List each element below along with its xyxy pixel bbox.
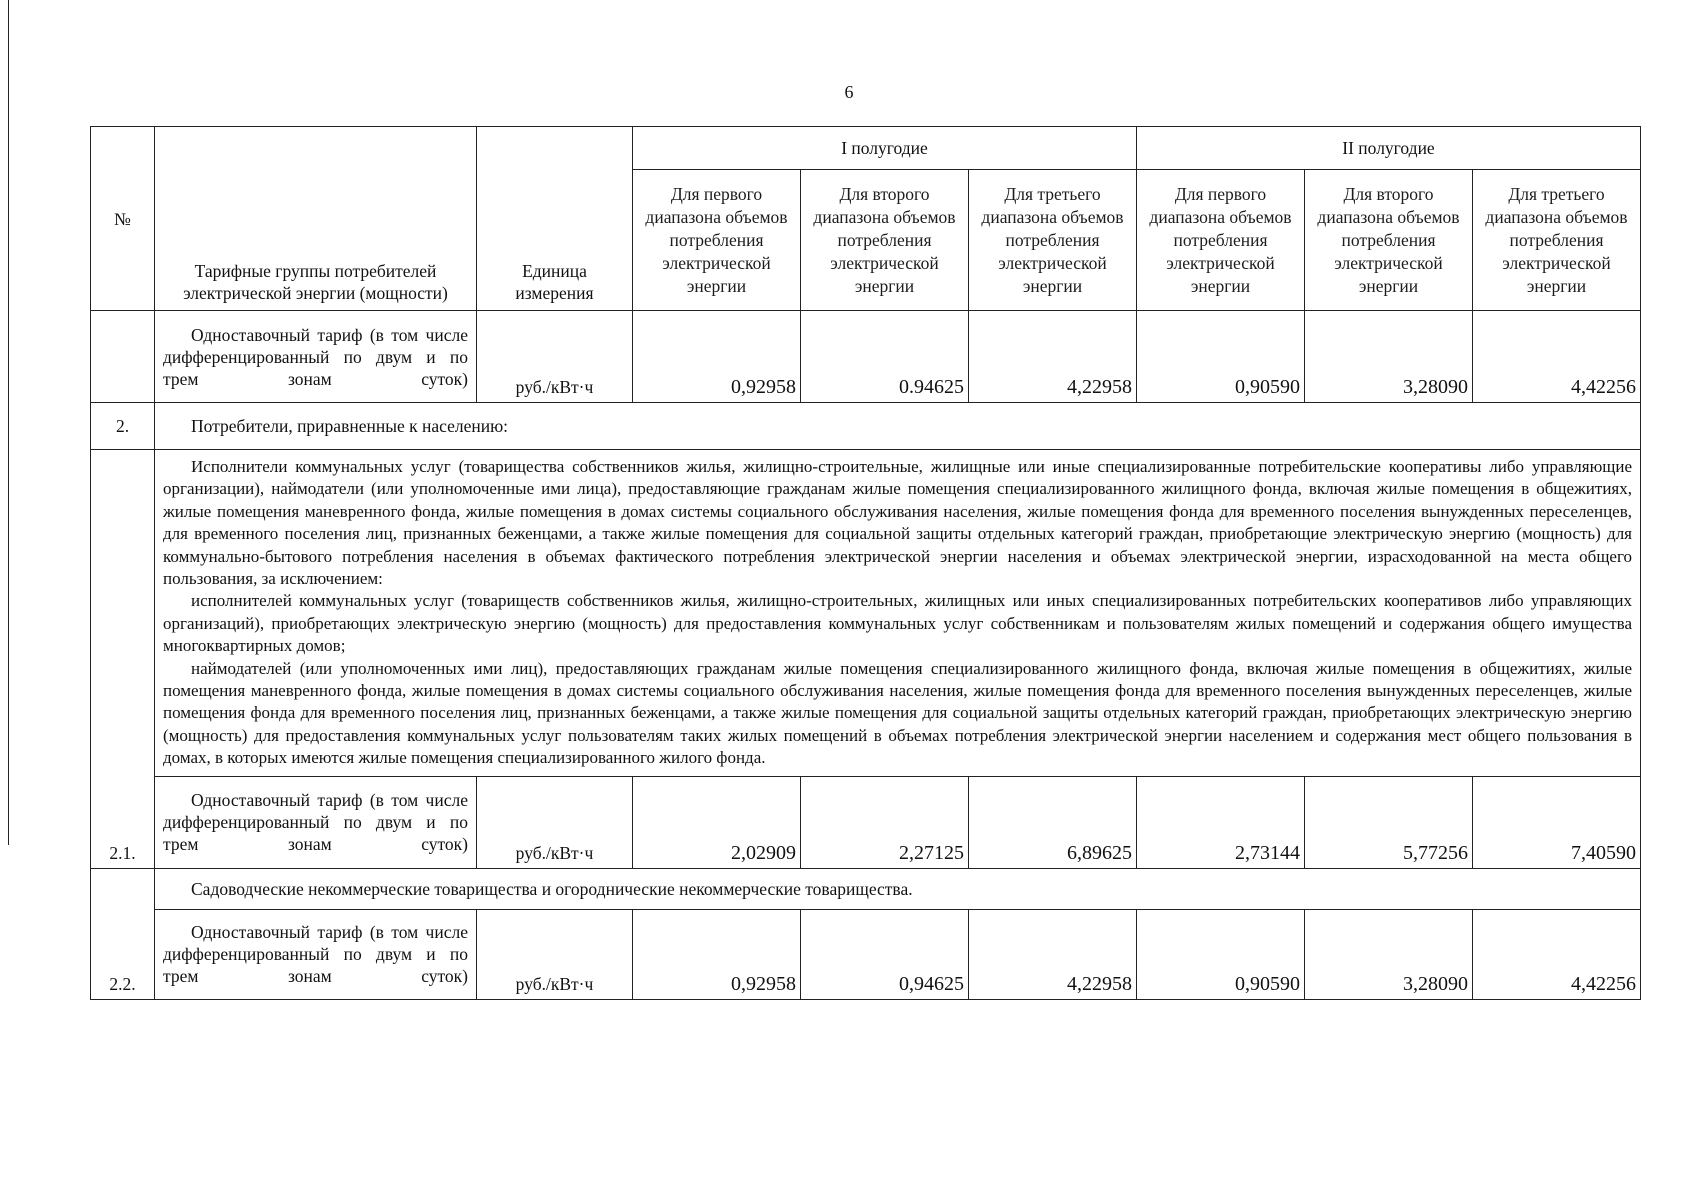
tariff-group-label (155, 909, 477, 999)
tariff-value-h1-first: 2,02909 (633, 776, 801, 868)
header-half-2: II полугодие (1137, 127, 1641, 170)
row-number (91, 311, 155, 403)
section-number: 2. (91, 403, 155, 450)
tariff-group-text: Одноставочный тариф (в том числе дифференцированный по двум и по трем зонам суток) (163, 324, 468, 389)
table-row-description (91, 450, 1641, 777)
header-unit: Единица измерения (477, 127, 633, 311)
table-row-top-tariff (91, 311, 1641, 403)
tariff-value-h2-third: 4,42256 (1473, 909, 1641, 999)
table-row-2-1 (91, 776, 1641, 868)
tariff-value-h2-second: 5,77256 (1305, 776, 1473, 868)
table-row-section-2 (91, 403, 1641, 450)
tariff-value-h1-third: 4,22958 (969, 311, 1137, 403)
header-groups: Тарифные группы потребителей электрической энергии (мощности) (155, 127, 477, 311)
page-number: 6 (844, 82, 854, 102)
section-title: Садоводческие некоммерческие товарищества и огороднические некоммерческие товарищества. (155, 868, 1641, 909)
unit-value: руб./кВт·ч (477, 776, 633, 868)
header-range-h2-first: Для первого диапазона объемов потребления электрической энергии (1137, 170, 1305, 311)
tariff-value-h2-third: 7,40590 (1473, 776, 1641, 868)
tariff-group-label (155, 311, 477, 403)
tariff-group-label (155, 776, 477, 868)
table-row-section-gardening (91, 868, 1641, 909)
unit-value: руб./кВт·ч (477, 311, 633, 403)
description-paragraph-1: Исполнители коммунальных услуг (товарищества собственников жилья, жилищно-строительные, жилищные или иные специализированные потребительские кооперативы либо управляющие организации), наймодатели (или уполномоченные ими лица), предоставляющие гражданам жилые помещения специализированного жилищного фонда, включая жилые помещения в общежитиях, жилые помещения маневренного фонда, жилые помещения в домах системы социального обслуживания населения, жилые помещения фонда для временного поселения вынужденных переселенцев, для временного поселения лиц, признанных беженцами, а также жилые помещения для социальной защиты отдельных категорий граждан, приобретающие электрическую энергию (мощность) для коммунально-бытового потребления населения в объемах фактического потребления электрической энергии населения и объемах электрической энергии, израсходованной на места общего пользования, за исключением: (163, 457, 1632, 589)
table-row-2-2 (91, 909, 1641, 999)
header-half-1: I полугодие (633, 127, 1137, 170)
unit-value: руб./кВт·ч (477, 909, 633, 999)
description-block (155, 450, 1641, 777)
tariff-value-h2-first: 0,90590 (1137, 909, 1305, 999)
tariff-value-h2-third: 4,42256 (1473, 311, 1641, 403)
tariff-value-h2-second: 3,28090 (1305, 909, 1473, 999)
tariff-value-h1-third: 4,22958 (969, 909, 1137, 999)
row-number: 2.2. (91, 868, 155, 999)
header-range-h1-first: Для первого диапазона объемов потребления электрической энергии (633, 170, 801, 311)
tariff-table (90, 126, 1641, 1000)
header-range-h2-third: Для третьего диапазона объемов потребления электрической энергии (1473, 170, 1641, 311)
header-range-h1-second: Для второго диапазона объемов потребления электрической энергии (801, 170, 969, 311)
tariff-value-h1-third: 6,89625 (969, 776, 1137, 868)
row-number: 2.1. (91, 450, 155, 869)
tariff-group-text: Одноставочный тариф (в том числе дифференцированный по двум и по трем зонам суток) (163, 922, 468, 987)
left-margin-line (8, 0, 9, 845)
description-paragraph-2: исполнителей коммунальных услуг (товариществ собственников жилья, жилищно-строительных, жилищных или иных специализированных потребительских кооперативов либо управляющих организаций), приобретающих электрическую энергию (мощность) для предоставления коммунальных услуг собственникам и пользователям жилых помещений и содержания общего имущества многоквартирных домов; (163, 591, 1632, 656)
tariff-value-h1-first: 0,92958 (633, 909, 801, 999)
tariff-value-h2-first: 0,90590 (1137, 311, 1305, 403)
tariff-value-h1-second: 0.94625 (801, 311, 969, 403)
header-range-h1-third: Для третьего диапазона объемов потребления электрической энергии (969, 170, 1137, 311)
description-paragraph-3: наймодателей (или уполномоченных ими лиц), предоставляющих гражданам жилые помещения специализированного жилищного фонда, включая жилые помещения в общежитиях, жилые помещения маневренного фонда, жилые помещения в домах системы социального обслуживания населения, жилые помещения фонда для временного поселения вынужденных переселенцев, жилые помещения фонда для временного поселения лиц, признанных беженцами, а также жилые помещения для социальной защиты отдельных категорий граждан, приобретающих электрическую энергию (мощность) для предоставления коммунальных услуг пользователям таких жилых помещений в объемах потребления электрической энергии населением и содержания мест общего пользования в домах, в которых имеются жилые помещения специализированного жилого фонда. (163, 658, 1632, 768)
tariff-value-h2-second: 3,28090 (1305, 311, 1473, 403)
section-title: Потребители, приравненные к населению: (155, 403, 1641, 450)
tariff-group-text: Одноставочный тариф (в том числе дифференцированный по двум и по трем зонам суток) (163, 790, 468, 855)
header-range-h2-second: Для второго диапазона объемов потребления электрической энергии (1305, 170, 1473, 311)
tariff-value-h1-second: 0,94625 (801, 909, 969, 999)
header-number: № (91, 127, 155, 311)
tariff-value-h1-first: 0,92958 (633, 311, 801, 403)
tariff-value-h1-second: 2,27125 (801, 776, 969, 868)
tariff-value-h2-first: 2,73144 (1137, 776, 1305, 868)
header-row-halves (91, 127, 1641, 170)
